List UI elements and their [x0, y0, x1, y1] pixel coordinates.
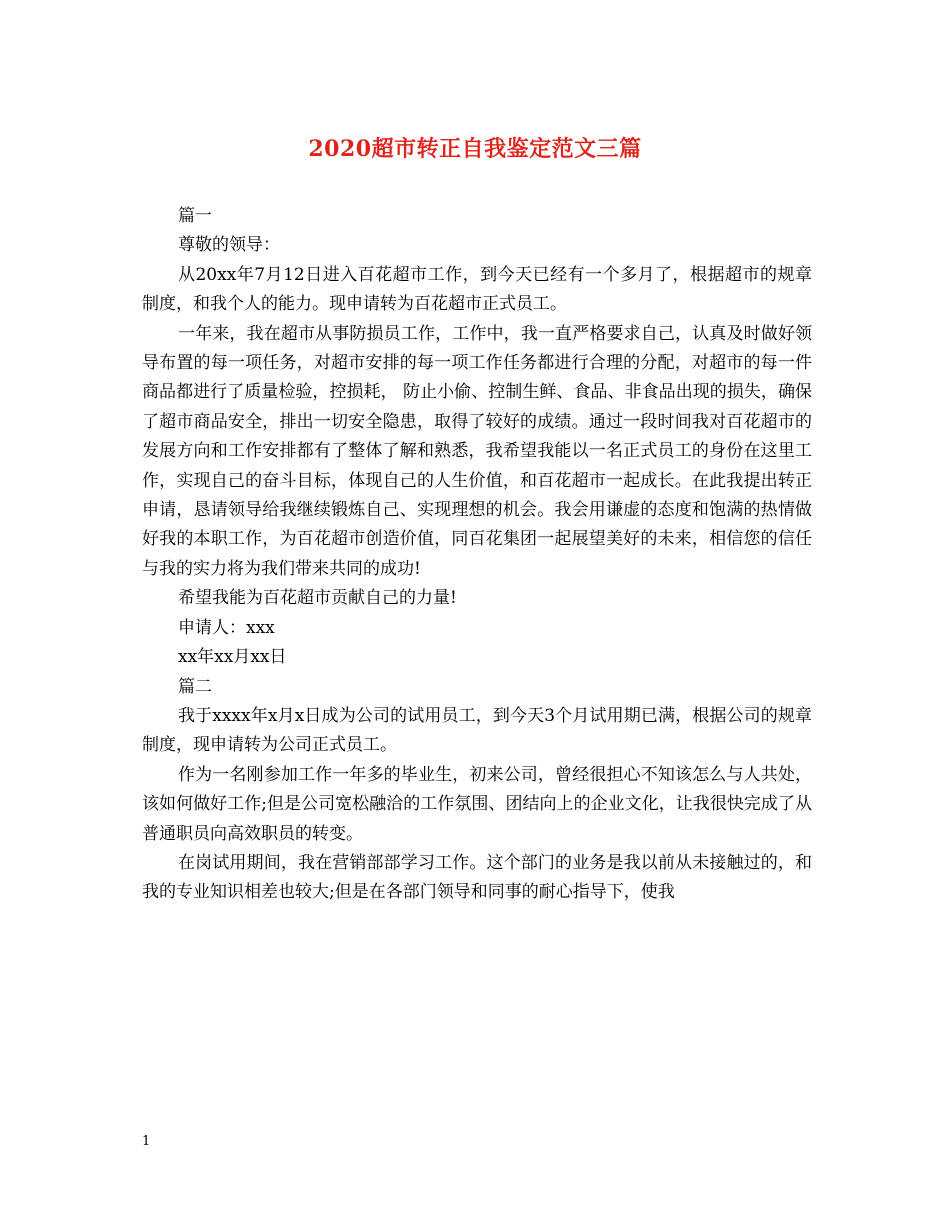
document-body: [142, 202, 812, 908]
body-paragraph: 在岗试用期间，我在营销部部学习工作。这个部门的业务是我以前从未接触过的，和我的专业知识相差也较大;但是在各部门领导和同事的耐心指导下，使我: [142, 852, 812, 903]
body-paragraph: 从20xx年7月12日进入百花超市工作，到今天已经有一个多月了，根据超市的规章制度，和我个人的能力。现申请转为百花超市正式员工。: [142, 264, 812, 315]
section-heading-2: 篇二: [178, 676, 212, 697]
body-paragraph: 我于xxxx年x月x日成为公司的试用员工，到今天3个月试用期已满，根据公司的规章制度，现申请转为公司正式员工。: [142, 705, 812, 756]
date-line: xx年xx月xx日: [178, 647, 287, 668]
page-number: 1: [142, 1134, 151, 1149]
applicant-line: 申请人：xxx: [178, 617, 275, 638]
body-paragraph: 一年来，我在超市从事防损员工作，工作中，我一直严格要求自己，认真及时做好领导布置的每一项任务，对超市安排的每一项工作任务都进行合理的分配，对超市的每一件商品都进行了质量检验，控损耗， 防止小偷、控制生鲜、食品、非食品出现的损失，确保了超市商品安全，排出一切安全隐患，取得了较好的成绩。通过一段时间我对百花超市的发展方向和工作安排都有了整体了解和熟悉，我希望我能以一名正式员工的身份在这里工作，实现自己的奋斗目标，体现自己的人生价值，和百花超市一起成长。在此我提出转正申请，恳请领导给我继续锻炼自己、实现理想的机会。我会用谦虚的态度和饱满的热情做好我的本职工作，为百花超市创造价值，同百花集团一起展望美好的未来，相信您的信任与我的实力将为我们带来共同的成功!: [142, 323, 812, 579]
salutation: 尊敬的领导：: [178, 235, 280, 256]
body-paragraph: 作为一名刚参加工作一年多的毕业生，初来公司，曾经很担心不知该怎么与人共处，该如何做好工作;但是公司宽松融洽的工作氛围、团结向上的企业文化，让我很快完成了从普通职员向高效职员的转变。: [142, 764, 812, 844]
document-title: 2020超市转正自我鉴定范文三篇: [308, 136, 642, 162]
section-heading-1: 篇一: [178, 206, 212, 226]
body-paragraph: 希望我能为百花超市贡献自己的力量!: [178, 588, 457, 609]
